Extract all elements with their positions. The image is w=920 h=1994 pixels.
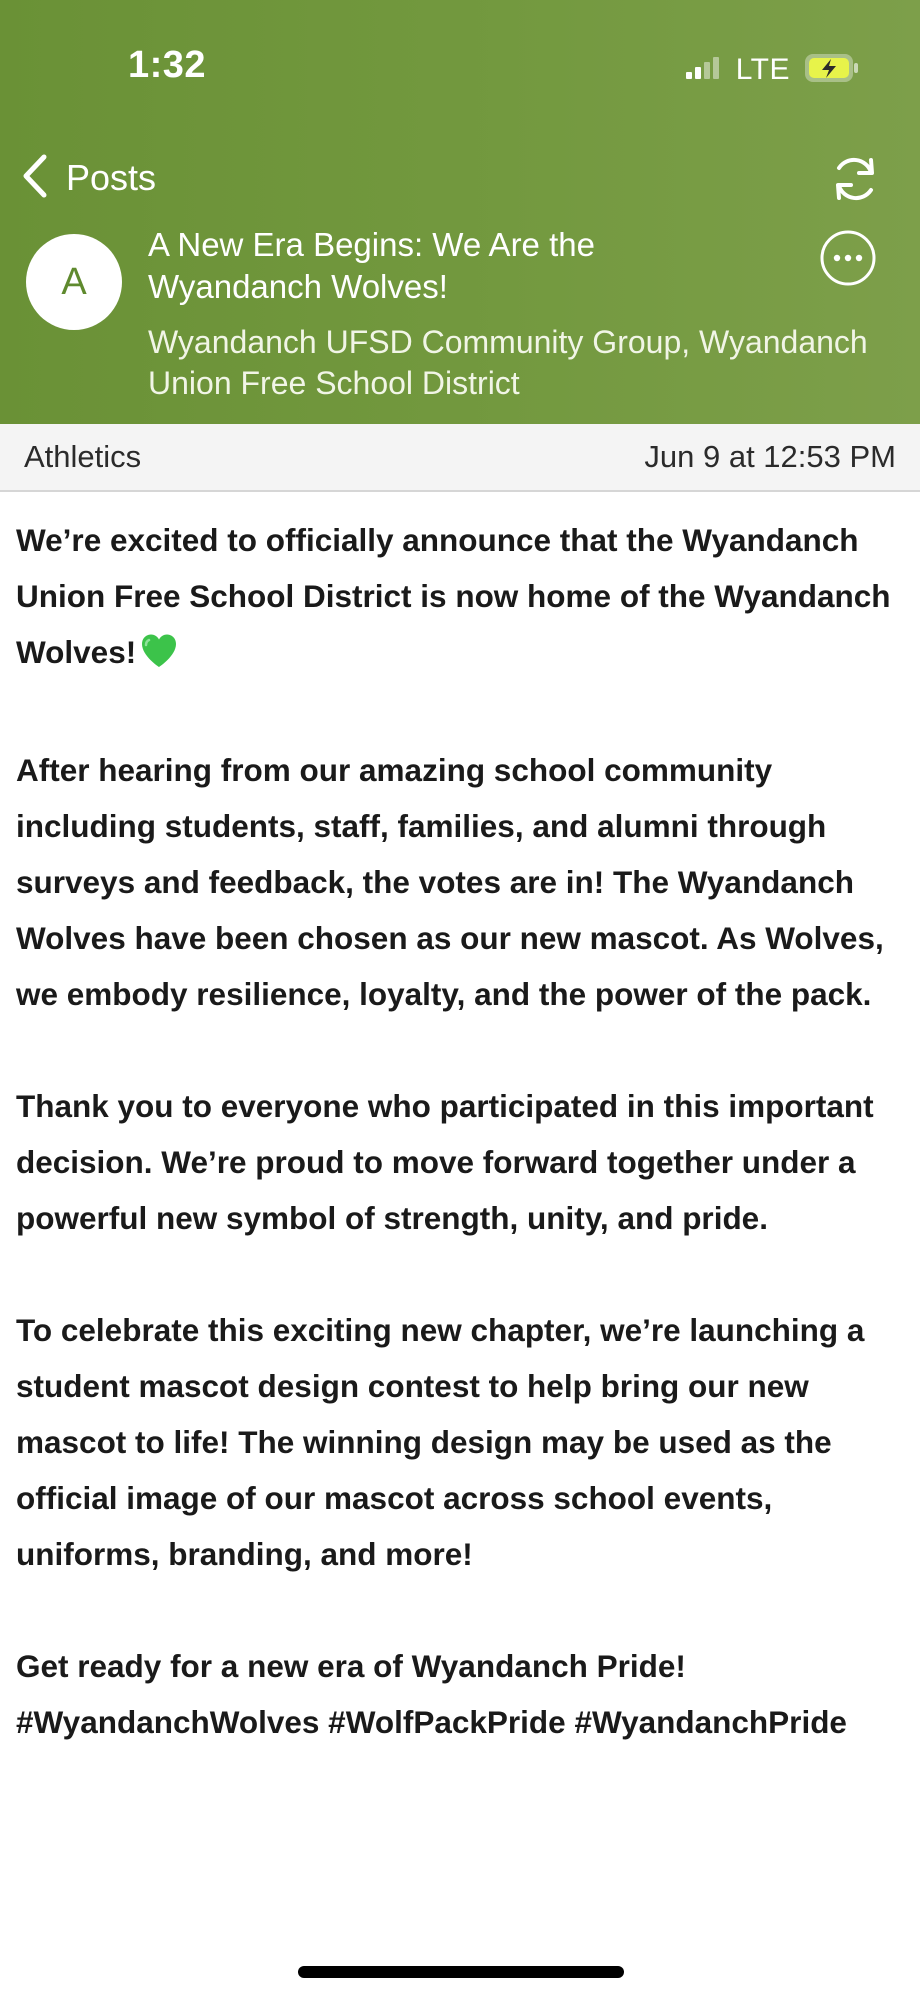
post-hashtags[interactable]: #WyandanchWolves #WolfPackPride #WyandanchPride [16,1704,847,1740]
network-label: LTE [735,53,790,86]
author-avatar[interactable]: A [26,234,122,330]
green-heart-icon [140,630,178,686]
post-paragraph-text: We’re excited to officially announce that the Wyandanch Union Free School District is now home of the Wyandanch Wolves! [16,522,891,670]
post-paragraph: Thank you to everyone who participated in this important decision. We’re proud to move forward together under a powerful new symbol of strength, unity, and pride. [16,1088,874,1236]
more-options-button[interactable] [818,228,878,288]
back-button[interactable] [20,150,156,206]
post-paragraph [16,1638,906,1750]
post-group-name[interactable]: Wyandanch UFSD Community Group, Wyandanch Union Free School District [148,324,868,401]
chevron-left-icon [20,153,50,204]
back-button-label: Posts [66,157,157,198]
refresh-button[interactable] [826,150,884,208]
post-category: Athletics [24,439,142,474]
post-paragraph [16,512,906,686]
more-icon [818,275,878,292]
post-date: Jun 9 at 12:53 PM [644,439,896,474]
post-closing-line: Get ready for a new era of Wyandanch Pride! [16,1648,686,1684]
status-time: 1:32 [128,44,207,86]
post-header [0,0,920,424]
home-indicator[interactable] [298,1966,624,1978]
status-bar-right [686,50,860,90]
post-paragraph: To celebrate this exciting new chapter, we’re launching a student mascot design contest to help bring our new mascot to life! The winning design may be used as the official image of our mascot across school events, uniforms, branding, and more! [16,1312,865,1572]
post-meta-bar [0,424,920,492]
post-paragraph: After hearing from our amazing school community including students, staff, families, and alumni through surveys and feedback, the votes are in! The Wyandanch Wolves have been chosen as our new mascot. As Wolves, we embody resilience, loyalty, and the power of the pack. [16,752,884,1012]
battery-charging-icon [804,53,860,88]
signal-icon [686,57,722,84]
post-body [16,512,906,1750]
post-title: A New Era Begins: We Are the Wyandanch Wolves! [148,226,595,305]
refresh-icon [826,195,884,212]
